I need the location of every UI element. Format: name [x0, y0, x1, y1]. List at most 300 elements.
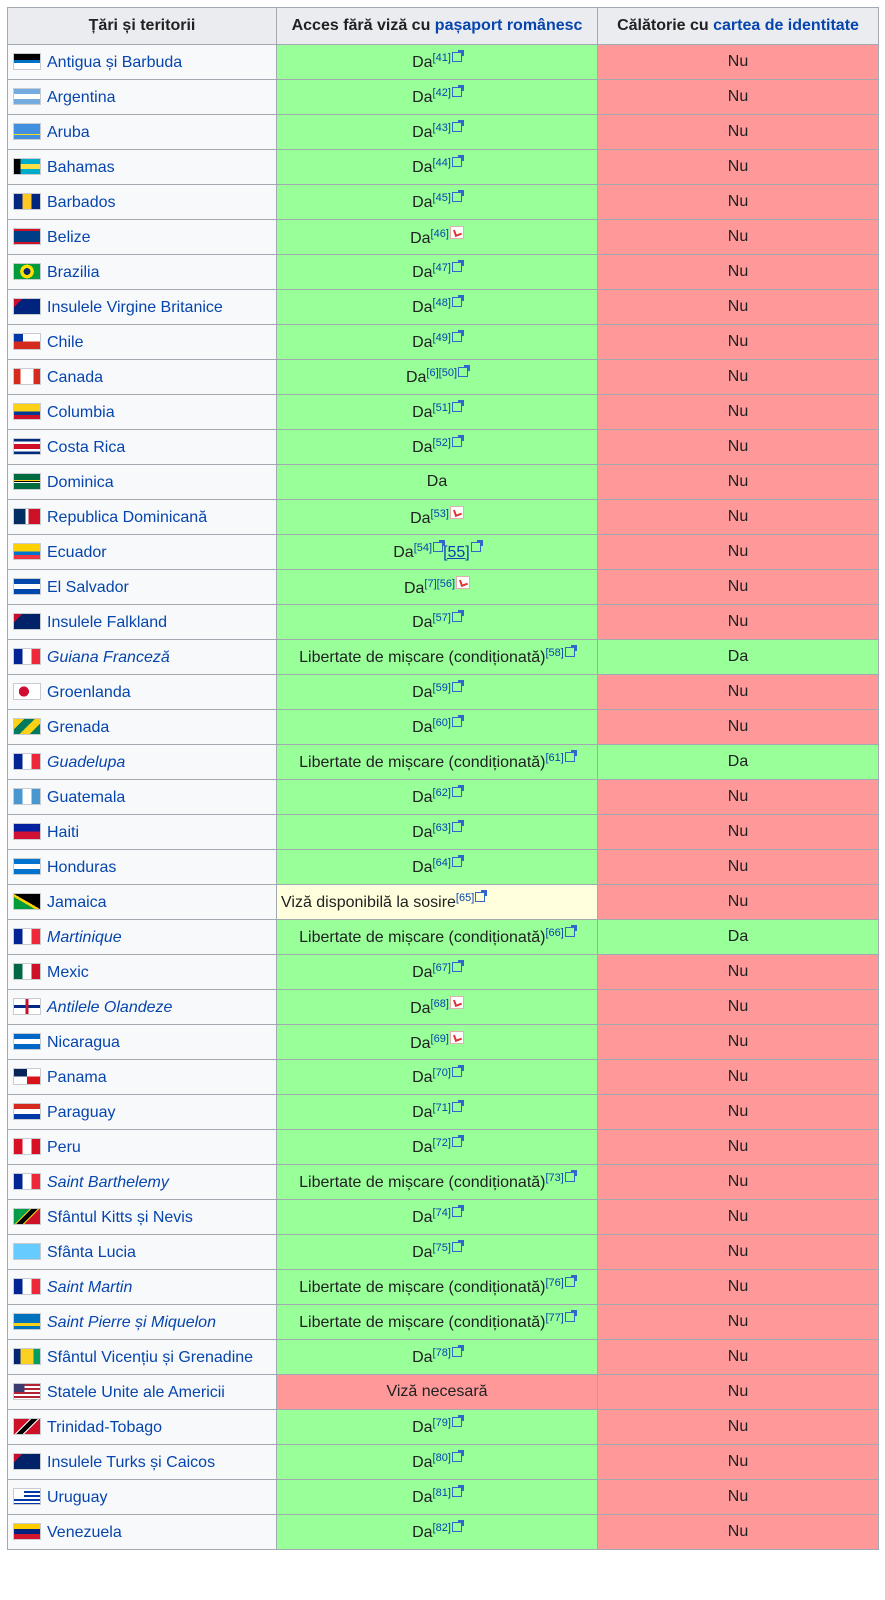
table-row — [8, 360, 879, 395]
country-cell — [8, 675, 277, 710]
table-row — [8, 1060, 879, 1095]
country-link[interactable]: Statele Unite ale Americii — [47, 1383, 225, 1401]
external-link-icon — [452, 262, 462, 272]
country-cell — [8, 1480, 277, 1515]
external-link-icon — [452, 1207, 462, 1217]
table-row — [8, 850, 879, 885]
reference-link[interactable]: [67] — [432, 962, 451, 974]
country-cell — [8, 1060, 277, 1095]
passport-access-cell — [277, 535, 598, 570]
id-card-cell: Nu — [598, 1480, 879, 1515]
usa-flag-icon — [13, 1383, 41, 1400]
pdf-icon — [450, 506, 464, 519]
header-id-card-travel — [598, 8, 879, 45]
reference-link[interactable]: [56] — [436, 578, 456, 590]
external-link-icon — [565, 1312, 575, 1322]
bvi-flag-icon — [13, 298, 41, 315]
reference-link[interactable]: [63] — [432, 822, 451, 834]
external-link-icon — [452, 157, 462, 167]
reference-link[interactable]: [57] — [432, 612, 451, 624]
table-row — [8, 1445, 879, 1480]
saint-lucia-flag-icon — [13, 1243, 41, 1260]
external-link-icon — [452, 297, 462, 307]
reference-link[interactable]: [66] — [545, 927, 564, 939]
reference-link[interactable]: [80] — [432, 1452, 451, 1464]
country-link[interactable]: El Salvador — [47, 578, 129, 596]
table-row — [8, 745, 879, 780]
access-status: Da — [412, 1489, 433, 1506]
colombia-flag-icon — [13, 403, 41, 420]
country-link[interactable]: Uruguay — [47, 1488, 108, 1506]
access-status: Da — [412, 614, 433, 631]
country-link[interactable]: Barbados — [47, 193, 116, 211]
country-link[interactable]: Sfântul Kitts și Nevis — [47, 1208, 193, 1226]
table-row — [8, 1270, 879, 1305]
table-row — [8, 185, 879, 220]
country-cell — [8, 640, 277, 675]
pdf-icon — [450, 1031, 464, 1044]
reference-link[interactable]: [46] — [430, 228, 449, 240]
country-cell — [8, 1200, 277, 1235]
table-row — [8, 1130, 879, 1165]
id-card-cell: Nu — [598, 850, 879, 885]
id-card-cell: Nu — [598, 150, 879, 185]
table-row — [8, 1515, 879, 1550]
panama-flag-icon — [13, 1068, 41, 1085]
country-link[interactable]: Belize — [47, 228, 91, 246]
access-status: Da — [412, 1069, 433, 1086]
table-row — [8, 255, 879, 290]
reference-link[interactable]: [45] — [432, 192, 451, 204]
table-row — [8, 780, 879, 815]
table-row — [8, 710, 879, 745]
table-row — [8, 990, 879, 1025]
table-row — [8, 1235, 879, 1270]
country-link[interactable]: Bahamas — [47, 158, 115, 176]
country-cell — [8, 1095, 277, 1130]
passport-access-cell — [277, 605, 598, 640]
access-status: Da — [403, 580, 425, 597]
reference-link[interactable]: [60] — [432, 717, 451, 729]
country-cell — [8, 1445, 277, 1480]
header-passport-access — [277, 8, 598, 45]
passport-access-cell — [277, 430, 598, 465]
table-row — [8, 290, 879, 325]
country-link[interactable]: Dominica — [47, 473, 114, 491]
access-status: Da — [412, 1419, 433, 1436]
id-card-cell: Nu — [598, 605, 879, 640]
passport-access-cell — [277, 1270, 598, 1305]
id-card-cell: Nu — [598, 1200, 879, 1235]
external-link-icon — [452, 122, 462, 132]
ecuador-flag-icon — [13, 543, 41, 560]
access-status: Da — [412, 54, 433, 71]
passport-access-cell — [277, 1480, 598, 1515]
dominica-flag-icon — [13, 473, 41, 490]
access-status: Da — [412, 1524, 433, 1541]
id-card-cell: Nu — [598, 1235, 879, 1270]
passport-access-cell — [277, 80, 598, 115]
barbados-flag-icon — [13, 193, 41, 210]
passport-access-cell — [277, 1060, 598, 1095]
id-card-cell: Nu — [598, 465, 879, 500]
id-card-cell: Nu — [598, 815, 879, 850]
passport-access-cell — [277, 1165, 598, 1200]
access-status: Da — [410, 1035, 431, 1052]
external-link-icon — [452, 822, 462, 832]
country-link[interactable]: Antigua și Barbuda — [47, 53, 183, 71]
external-link-icon — [452, 1487, 462, 1497]
access-status: Da — [412, 1139, 433, 1156]
country-link[interactable]: Peru — [47, 1138, 81, 1156]
bahamas-flag-icon — [13, 158, 41, 175]
reference-link[interactable]: [49] — [432, 332, 451, 344]
country-cell — [8, 1515, 277, 1550]
reference-link[interactable]: [59] — [432, 682, 451, 694]
id-card-cell: Nu — [598, 885, 879, 920]
reference-link[interactable]: [70] — [432, 1067, 451, 1079]
pdf-icon — [450, 226, 464, 239]
country-cell — [8, 1130, 277, 1165]
table-body — [8, 45, 879, 1550]
access-status: Libertate de mișcare (condiționată) — [299, 649, 546, 666]
argentina-flag-icon — [13, 88, 41, 105]
reference-link[interactable]: [43] — [432, 122, 451, 134]
access-status: Da — [412, 124, 433, 141]
external-link-icon — [452, 962, 462, 972]
country-cell — [8, 360, 277, 395]
table-row — [8, 500, 879, 535]
country-cell — [8, 80, 277, 115]
country-cell — [8, 45, 277, 80]
country-link[interactable]: Saint Martin — [47, 1278, 133, 1296]
country-link[interactable]: Sfânta Lucia — [47, 1243, 136, 1261]
country-link[interactable]: Columbia — [47, 403, 115, 421]
reference-link[interactable]: [82] — [432, 1522, 451, 1534]
saint-pierre-flag-icon — [13, 1313, 41, 1330]
external-link-icon — [565, 927, 575, 937]
country-link[interactable]: Insulele Turks și Caicos — [47, 1453, 216, 1471]
table-row — [8, 605, 879, 640]
external-link-icon — [452, 1417, 462, 1427]
reference-link[interactable]: [72] — [432, 1137, 451, 1149]
access-status: Da — [410, 1000, 431, 1017]
country-link[interactable]: Insulele Virgine Britanice — [47, 298, 223, 316]
access-status: Da — [412, 194, 433, 211]
peru-flag-icon — [13, 1138, 41, 1155]
passport-access-cell — [277, 115, 598, 150]
table-row — [8, 955, 879, 990]
passport-access-cell — [277, 1340, 598, 1375]
country-link[interactable]: Saint Barthelemy — [47, 1173, 169, 1191]
table-row — [8, 815, 879, 850]
access-status: Da — [412, 299, 433, 316]
reference-link[interactable]: [58] — [545, 647, 564, 659]
country-cell — [8, 885, 277, 920]
table-row — [8, 395, 879, 430]
access-status: Da — [393, 544, 414, 561]
passport-access-cell — [277, 990, 598, 1025]
visa-requirements-table — [7, 7, 879, 1550]
access-status: Da — [412, 824, 433, 841]
reference-link[interactable]: [41] — [432, 52, 451, 64]
canada-flag-icon — [13, 368, 41, 385]
country-cell — [8, 1305, 277, 1340]
access-status: Da — [412, 719, 433, 736]
country-link[interactable]: Republica Dominicană — [47, 508, 208, 526]
country-link[interactable]: Panama — [47, 1068, 107, 1086]
greenland-flag-icon — [13, 683, 41, 700]
table-row — [8, 430, 879, 465]
country-cell — [8, 1235, 277, 1270]
access-status: Libertate de mișcare (condiționată) — [299, 1314, 546, 1331]
access-status: Da — [405, 369, 427, 386]
country-link[interactable]: Trinidad-Tobago — [47, 1418, 163, 1436]
id-card-cell: Nu — [598, 1515, 879, 1550]
table-row — [8, 465, 879, 500]
passport-access-cell — [277, 465, 598, 500]
passport-access-cell — [277, 220, 598, 255]
france-flag-icon — [13, 1173, 41, 1190]
passport-access-cell — [277, 675, 598, 710]
external-link-icon — [452, 1067, 462, 1077]
passport-access-cell — [277, 255, 598, 290]
passport-access-cell — [277, 1025, 598, 1060]
access-status: Da — [412, 1104, 433, 1121]
reference-link[interactable]: [61] — [545, 752, 564, 764]
table-row — [8, 920, 879, 955]
id-card-cell: Nu — [598, 115, 879, 150]
reference-link[interactable]: [54] — [413, 542, 433, 554]
passport-access-cell — [277, 360, 598, 395]
id-card-cell: Nu — [598, 1130, 879, 1165]
mexico-flag-icon — [13, 963, 41, 980]
reference-link[interactable]: [75] — [432, 1242, 451, 1254]
table-row — [8, 675, 879, 710]
country-link[interactable]: Mexic — [47, 963, 89, 981]
passport-access-cell — [277, 290, 598, 325]
brazil-flag-icon — [13, 263, 41, 280]
country-cell — [8, 745, 277, 780]
reference-link[interactable]: [64] — [432, 857, 451, 869]
id-card-cell: Nu — [598, 780, 879, 815]
reference-link[interactable]: [74] — [432, 1207, 451, 1219]
france-flag-icon — [13, 1278, 41, 1295]
country-link[interactable]: Chile — [47, 333, 84, 351]
dominican-republic-flag-icon — [13, 508, 41, 525]
external-link-icon — [452, 1102, 462, 1112]
reference-link[interactable]: [73] — [545, 1172, 564, 1184]
id-card-cell: Nu — [598, 1445, 879, 1480]
reference-link[interactable]: [51] — [432, 402, 451, 414]
access-status: Da — [412, 264, 433, 281]
passport-access-cell — [277, 920, 598, 955]
passport-access-cell — [277, 1515, 598, 1550]
passport-access-cell — [277, 185, 598, 220]
table-row — [8, 1025, 879, 1060]
country-link[interactable]: Canada — [47, 368, 104, 386]
id-card-cell: Nu — [598, 185, 879, 220]
country-link[interactable]: Insulele Falkland — [47, 613, 168, 631]
reference-link[interactable]: [50] — [438, 367, 458, 379]
country-link[interactable]: Argentina — [47, 88, 116, 106]
id-card-cell: Nu — [598, 360, 879, 395]
reference-link[interactable]: [68] — [430, 998, 449, 1010]
country-cell — [8, 150, 277, 185]
reference-link[interactable]: [71] — [432, 1102, 451, 1114]
country-cell — [8, 290, 277, 325]
antigua-flag-icon — [13, 53, 41, 70]
honduras-flag-icon — [13, 858, 41, 875]
reference-link[interactable]: [47] — [432, 262, 451, 274]
external-link-icon — [565, 647, 575, 657]
passport-access-cell — [277, 815, 598, 850]
country-link[interactable]: Groenlanda — [47, 683, 131, 701]
table-row — [8, 885, 879, 920]
reference-link[interactable]: [42] — [432, 87, 451, 99]
header-passport-prefix: Acces fără viză cu — [291, 17, 435, 34]
reference-link[interactable]: [62] — [432, 787, 451, 799]
country-cell — [8, 255, 277, 290]
table-header-row — [8, 8, 879, 45]
id-card-cell: Nu — [598, 1410, 879, 1445]
pdf-icon — [450, 996, 464, 1009]
country-cell — [8, 920, 277, 955]
france-flag-icon — [13, 648, 41, 665]
access-status: Da — [426, 473, 448, 490]
header-countries: Țări și teritorii — [8, 8, 277, 45]
external-link-icon — [452, 332, 462, 342]
jamaica-flag-icon — [13, 893, 41, 910]
passport-access-cell — [277, 325, 598, 360]
passport-access-cell — [277, 1305, 598, 1340]
access-status: Da — [412, 159, 433, 176]
external-link-icon — [452, 1242, 462, 1252]
table-row — [8, 115, 879, 150]
passport-access-cell — [277, 885, 598, 920]
id-card-cell: Da — [598, 745, 879, 780]
country-link[interactable]: Costa Rica — [47, 438, 126, 456]
passport-access-cell — [277, 45, 598, 80]
country-link[interactable]: Ecuador — [47, 543, 107, 561]
table-row — [8, 640, 879, 675]
turks-caicos-flag-icon — [13, 1453, 41, 1470]
reference-link[interactable]: [77] — [545, 1312, 564, 1324]
aruba-flag-icon — [13, 123, 41, 140]
external-link-icon — [565, 752, 575, 762]
reference-link[interactable]: [81] — [432, 1487, 451, 1499]
pdf-icon — [456, 576, 470, 589]
nicaragua-flag-icon — [13, 1033, 41, 1050]
country-link[interactable]: Nicaragua — [47, 1033, 120, 1051]
country-link[interactable]: Sfântul Vicențiu și Grenadine — [47, 1348, 254, 1366]
country-cell — [8, 955, 277, 990]
country-cell — [8, 500, 277, 535]
id-card-cell: Nu — [598, 1305, 879, 1340]
external-link-icon — [565, 1277, 575, 1287]
france-flag-icon — [13, 753, 41, 770]
reference-link[interactable]: [6] — [426, 367, 439, 379]
external-link-icon — [452, 1452, 462, 1462]
id-card-cell: Nu — [598, 80, 879, 115]
table-row — [8, 570, 879, 605]
table-row — [8, 1480, 879, 1515]
access-status: Da — [412, 684, 433, 701]
access-status: Da — [410, 230, 431, 247]
country-cell — [8, 1025, 277, 1060]
reference-link[interactable]: [7] — [424, 578, 437, 590]
reference-link[interactable]: [69] — [430, 1033, 449, 1045]
reference-link[interactable]: [65] — [455, 892, 475, 904]
country-cell — [8, 220, 277, 255]
country-link[interactable]: Haiti — [47, 823, 80, 841]
country-cell — [8, 570, 277, 605]
country-link[interactable]: Guiana Franceză — [47, 648, 170, 666]
table-row — [8, 1375, 879, 1410]
country-link[interactable]: Paraguay — [47, 1103, 116, 1121]
country-link[interactable]: Honduras — [47, 858, 117, 876]
external-link-icon — [475, 892, 485, 902]
access-status: Libertate de mișcare (condiționată) — [299, 1174, 546, 1191]
reference-link[interactable]: [76] — [545, 1277, 564, 1289]
country-cell — [8, 710, 277, 745]
external-link-icon — [452, 682, 462, 692]
country-cell — [8, 850, 277, 885]
external-link-icon — [452, 87, 462, 97]
external-reference-link[interactable]: [55] — [443, 544, 470, 561]
country-link[interactable]: Grenada — [47, 718, 110, 736]
passport-access-cell — [277, 150, 598, 185]
country-link[interactable]: Guadelupa — [47, 753, 126, 771]
reference-link[interactable]: [53] — [430, 508, 449, 520]
country-link[interactable]: Martinique — [47, 928, 122, 946]
id-card-link[interactable]: cartea de identitate — [713, 17, 859, 34]
table-row — [8, 45, 879, 80]
reference-link[interactable]: [79] — [432, 1417, 451, 1429]
country-link[interactable]: Aruba — [47, 123, 90, 141]
external-link-icon — [433, 542, 443, 552]
belize-flag-icon — [13, 228, 41, 245]
country-cell — [8, 1270, 277, 1305]
access-status: Da — [412, 1454, 433, 1471]
country-cell — [8, 325, 277, 360]
id-card-cell: Nu — [598, 255, 879, 290]
country-link[interactable]: Antilele Olandeze — [47, 998, 173, 1016]
reference-link[interactable]: [44] — [432, 157, 451, 169]
id-card-cell: Nu — [598, 1060, 879, 1095]
uruguay-flag-icon — [13, 1488, 41, 1505]
access-status: Da — [412, 89, 433, 106]
passport-access-cell — [277, 1375, 598, 1410]
reference-link[interactable]: [78] — [432, 1347, 451, 1359]
guatemala-flag-icon — [13, 788, 41, 805]
id-card-cell: Nu — [598, 325, 879, 360]
country-link[interactable]: Guatemala — [47, 788, 126, 806]
country-cell — [8, 1165, 277, 1200]
reference-link[interactable]: [52] — [432, 437, 451, 449]
el-salvador-flag-icon — [13, 578, 41, 595]
reference-link[interactable]: [48] — [432, 297, 451, 309]
external-link-icon — [458, 367, 468, 377]
romanian-passport-link[interactable]: pașaport românesc — [434, 17, 583, 34]
venezuela-flag-icon — [13, 1523, 41, 1540]
country-link[interactable]: Venezuela — [47, 1523, 122, 1541]
country-link[interactable]: Saint Pierre și Miquelon — [47, 1313, 216, 1331]
passport-access-cell — [277, 395, 598, 430]
country-link[interactable]: Jamaica — [47, 893, 107, 911]
country-link[interactable]: Brazilia — [47, 263, 100, 281]
external-link-icon — [452, 857, 462, 867]
